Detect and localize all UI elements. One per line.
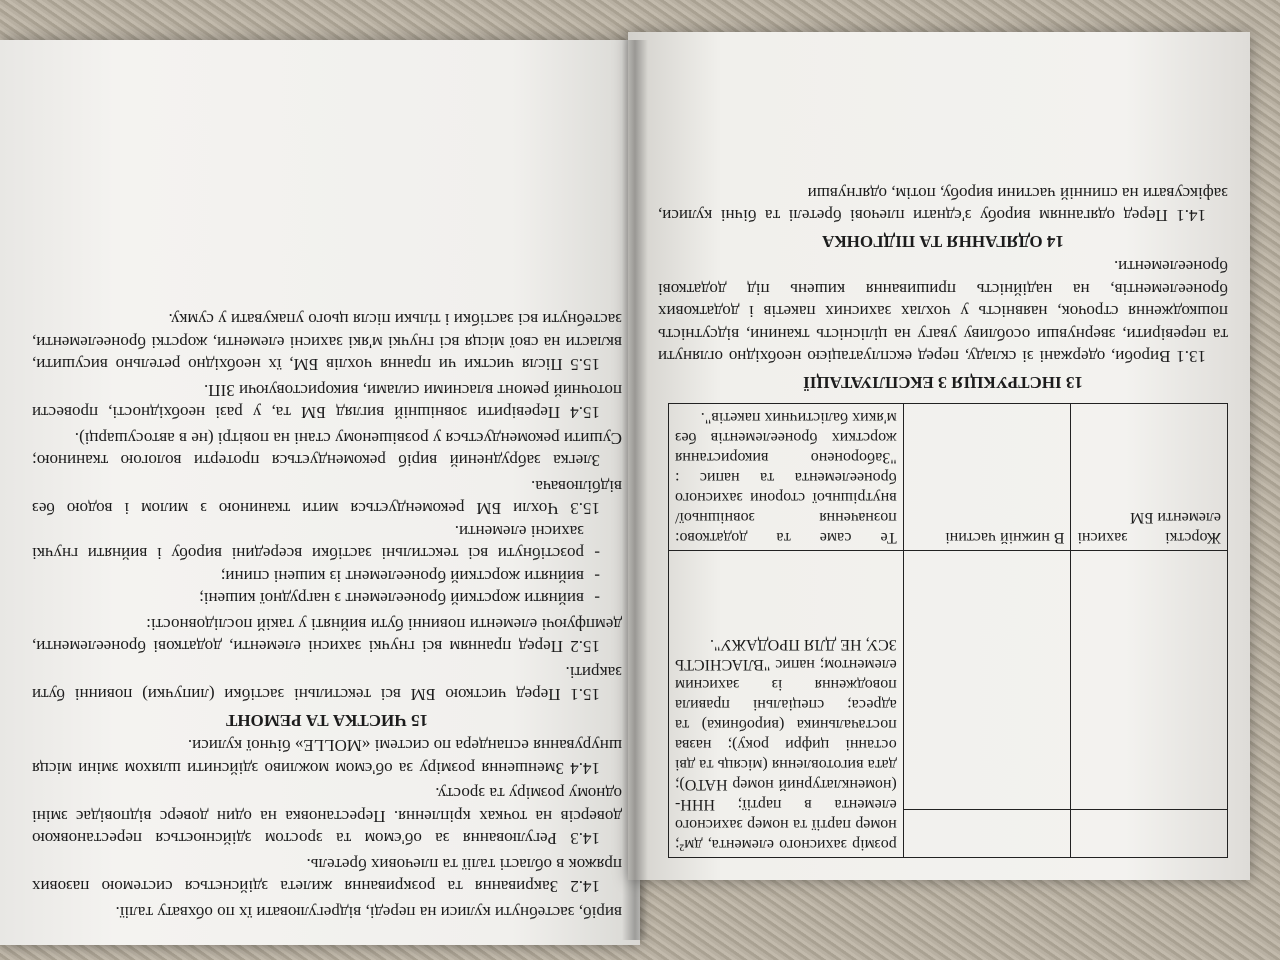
paragraph-15-3b: Злегка забруднений виріб рекомендується протерти вологою тканиною; Сушити рекомендується у розвішеному стані на повітрі (не в автосушарці). xyxy=(32,429,622,471)
left-page-rotated-content xyxy=(0,40,640,945)
table-cell xyxy=(1071,809,1228,857)
paragraph-14-2: 14.2 Закривання та розкривання жилета здійснється системою пазових пряжок в області талії та плечових бретель. xyxy=(32,855,622,897)
table-cell-same-plus: Те саме та додатково: позначення зовнішньої/внутрішньої сторони захисного бронеелемента та напис : "Заборонено використання жорстких бронеелементів без м'яких балістичних пакетів". xyxy=(669,404,904,551)
paragraph-15-4: 15.4 Перевірити зовнішній вигляд БМ та, у разі необхідності, провести поточний ремонт власними силами, використовуючи ЗІП. xyxy=(32,381,622,423)
table-cell xyxy=(903,551,1071,810)
table-cell xyxy=(1071,551,1228,810)
paragraph-15-3: 15.3 Чохли БМ рекомендується мити тканиною з милом і водою без відбілювача. xyxy=(32,477,622,519)
table-cell-top-right: розмір захисного елемента, дм²; номер партії та номер захисного елемента в партії; ННН-(номенклатурний номер НАТО); дата виготовлення (місяць та дві останні цифри року); назва постачальника (виробника) та адреса; спеціальні правила поводження із захисним елементом; напис "ВЛАСНІСТЬ ЗСУ, НЕ ДЛЯ ПРОДАЖУ". xyxy=(669,551,904,858)
paragraph-14-1: 14.1 Перед одяганням виробу з'єднати плечові бретелі та бічні кулиси, зафіксувати на спинній частини виробу, потім, одягнувши xyxy=(658,184,1228,226)
removal-steps-list xyxy=(32,520,622,610)
paragraph-15-1: 15.1 Перед чисткою БМ всі текстильні застібки (липучки) повинні бути закриті. xyxy=(32,663,622,705)
table-cell-lower-part: В нижній частині xyxy=(903,404,1071,551)
right-page-rotated-content xyxy=(628,32,1250,880)
marking-table xyxy=(668,403,1228,858)
intro-paragraph: виріб, застебнути кулиси на переді, відрегулювати їх по обхвату талії. xyxy=(115,903,622,922)
section-13-heading: 13 ІНСТРУКЦІЯ З ЕКСПЛУАТАЦІЇ xyxy=(803,373,1083,392)
list-item: - розстібнути всі текстильні застібки всередині виробу і вийняти гнучкі захисні елементи. xyxy=(32,520,600,565)
booklet-gutter xyxy=(622,40,648,940)
list-item: - вийняти жорсткий бронеелемент з нагрудної кишені; xyxy=(32,587,600,610)
table-cell-protective-elements: Жорсткі захисні елементи БМ xyxy=(1071,404,1228,551)
right-page xyxy=(628,32,1250,880)
table-cell xyxy=(903,809,1071,857)
section-14-heading: 14 ОДЯГАННЯ ТА ПІДГОНКА xyxy=(822,232,1064,251)
paragraph-14-4: 14.4 Зменшення розміру за об'ємом можливо здійснити шляхом зміни місця шнурування еспандера по системі «MOLLE» бічної кулиси. xyxy=(32,736,622,778)
section-15-heading: 15 ЧИСТКА ТА РЕМОНТ xyxy=(226,711,428,730)
paragraph-14-3: 14.3 Регулювання за об'ємом та зростом здійснюється перестановкою доверсів на точках кріплення. Перестановка на один доверс відповідає зміні одному розміру та зросту. xyxy=(32,784,622,849)
right-page-text xyxy=(658,179,1228,859)
list-item: - вийняти жорсткий бронеелемент із кишені спини; xyxy=(32,565,600,588)
paragraph-15-5: 15.5 Після чистки чи прання чохлів БМ, їх необхідно ретельно висушити, вкласти на свої місця всі гнучкі м'які захисні елементи, жорсткі бронеелементи, застебнути всі застібки і тільки після цього упакувати у сумку. xyxy=(32,310,622,375)
paragraph-15-2: 15.2 Перед пранням всі гнучкі захисні елементи, додаткові бронеелементи, демпфуючі елементи повинні бути вийняті у такій послідовності: xyxy=(32,615,622,657)
paragraph-13-1: 13.1 Вироби, одержані зі складу, перед експлуатацією необхідно оглянути та перевірити, звернувши особливу увагу на цілісність тканини, відсутність пошкодження строчок, наявність у чохлах захисних пакетів і додаткових бронеелементів, на надійність пришивання кишень під додаткові бронеелементи. xyxy=(658,257,1228,367)
left-page xyxy=(0,40,640,945)
left-page-text xyxy=(32,305,622,923)
